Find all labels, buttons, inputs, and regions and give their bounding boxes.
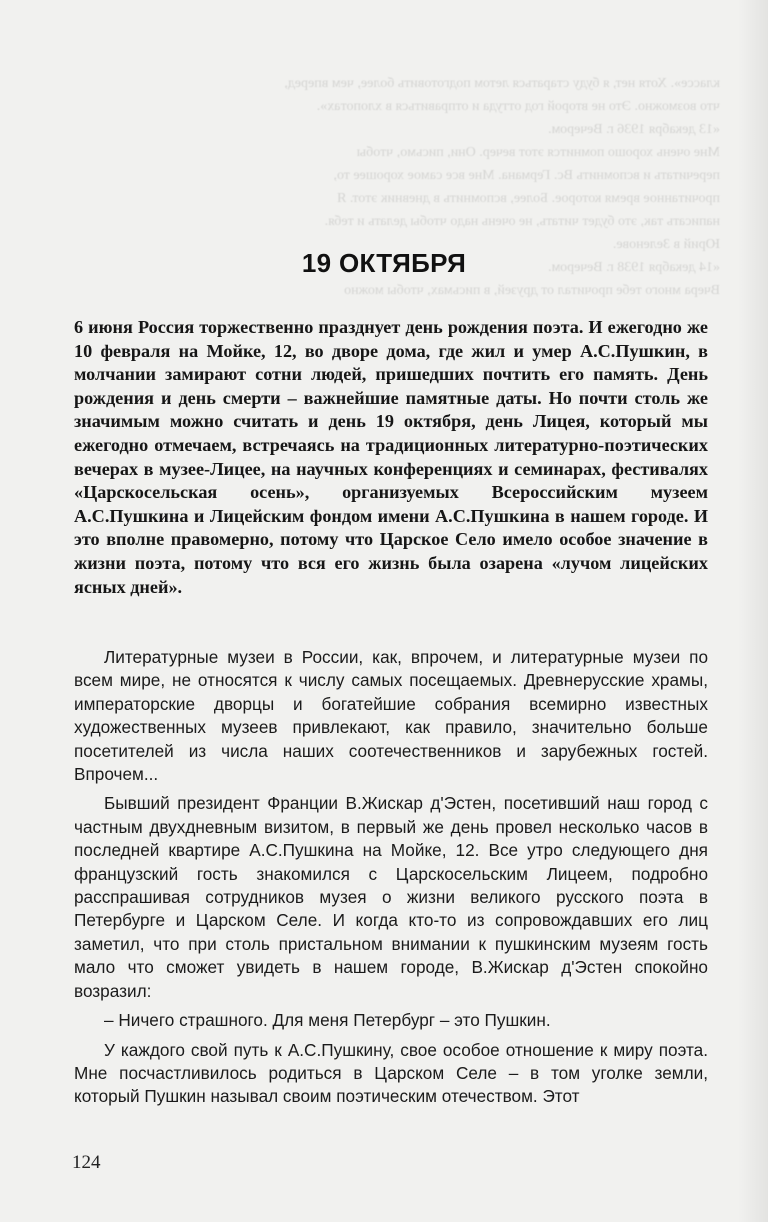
lead-paragraph: 6 июня Россия торжественно празднует день рождения поэта. И ежегодно же 10 февраля на Мойке, 12, во дворе дома, где жил и умер А.С.Пушкин, в молчании замирают сотни людей, пришедших почтить его память. День рождения и день смерти – важнейшие памятные даты. Но почти столь же значимым можно считать и день 19 октября, день Лицея, который мы ежегодно отмечаем, встречаясь на традиционных литературно-поэтических вечерах в музее-Лицее, на научных конференциях и семинарах, фестивалях «Царскосельская осень», организуемых Всероссийским музеем А.С.Пушкина и Лицейским фондом имени А.С.Пушкина в нашем городе. И это вполне правомерно, потому что Царское Село имело особое значение в жизни поэта, потому что вся его жизнь была озарена «лучом лицейских ясных дней». (74, 317, 708, 597)
page-edge-shadow (738, 0, 768, 1222)
body-paragraph: У каждого свой путь к А.С.Пушкину, свое особое отношение к миру поэта. Мне посчастливилось родиться в Царском Селе – в том уголке земли, который Пушкин называл своим поэтическим отечеством. Этот (74, 1039, 708, 1107)
show-through-line: «13 декабря 1936 г. Вечером. (548, 122, 720, 137)
dialogue-line: – Ничего страшного. Для меня Петербург – это Пушкин. (104, 1010, 551, 1031)
show-through-line: Мне очень хорошо помнится этот вечер. Они, письмо, чтобы (356, 145, 720, 160)
body-paragraph: Бывший президент Франции В.Жискар д'Эстен, посетивший наш город с частным двухдневным визитом, в первый же день провел несколько часов в последней квартире А.С.Пушкина на Мойке, 12. Все утро следующего дня французский гость знакомился с Царскосельским Лицеем, подробно расспрашивая сотрудников музея о жизни великого русского поэта в Петербурге и Царском Селе. И когда кто-то из сопровождавших его лиц заметил, что при столь пристальном внимании к пушкинским музеям гость мало что сможет увидеть в нашем городе, В.Жискар д'Эстен спокойно возразил: (74, 793, 708, 1001)
show-through-line: прочитанное время которое. Более, вспомнить в дневник этот. Я (337, 191, 720, 206)
show-through-line: Юрий в Зеленове. (612, 237, 720, 252)
page-number: 124 (72, 1152, 101, 1173)
show-through-line: «14 декабря 1938 г. Вечером. (548, 260, 720, 275)
show-through-line: написать так, это будет читать, не очень надо чтобы делать и тебя. (324, 214, 720, 229)
show-through-line: классе». Хотя нет, я буду стараться летом подготовить более, чем вперед, (284, 76, 720, 91)
show-through-line: что возможно. Это не второй год оттуда и отправиться в хлопотах». (316, 99, 720, 114)
chapter-title: 19 ОКТЯБРЯ (301, 248, 467, 278)
body-paragraph: Литературные музеи в России, как, впрочем, и литературные музеи по всем мире, не относятся к числу самых посещаемых. Древнерусские храмы, императорские дворцы и богатейшие собрания всемирно известных художественных музеев привлекают, как правило, значительно больше посетителей из числа наших соотечественников и зарубежных гостей. Впрочем... (74, 647, 708, 785)
show-through-line: Вчера много тебе прочитал от друзей, в письмах, чтобы можно (344, 283, 720, 298)
show-through-line: перечитать и вспомнить Вс. Германа. Мне все самое хорошее то, (333, 168, 720, 183)
body-text (74, 646, 708, 1115)
